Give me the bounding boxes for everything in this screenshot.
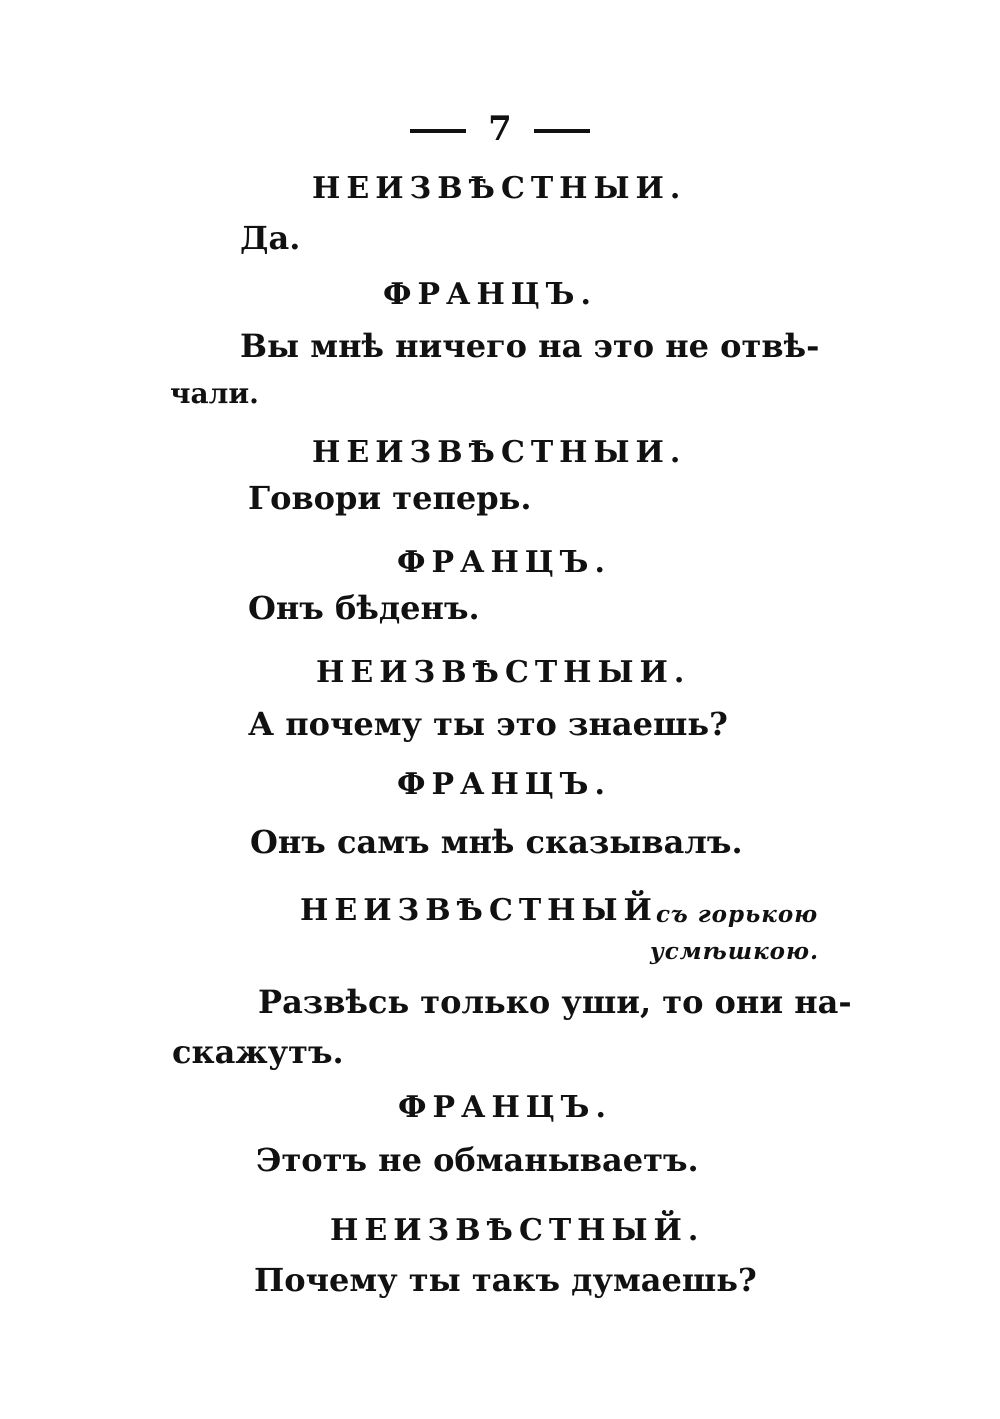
speaker-unknown-3: НЕИЗВѢСТНЫИ. [316,655,691,690]
speech-line-7b: скажутъ. [172,1033,344,1071]
speech-line-2b: чали. [170,377,259,410]
speaker-unknown-5: НЕИЗВѢСТНЫЙ. [330,1213,705,1248]
speech-line-9: Почему ты такъ думаешь? [254,1261,757,1299]
speaker-unknown-1: НЕИЗВѢСТНЫИ. [312,171,687,206]
speech-line-7a: Развѣсь только уши, то они на- [258,983,852,1021]
speech-line-8: Этотъ не обманываетъ. [256,1141,699,1179]
speaker-franz-2: ФРАНЦЪ. [397,545,611,580]
stage-direction-1a: съ горькою [656,901,819,928]
right-dash [534,129,590,133]
left-dash [410,129,466,133]
speaker-unknown-4: НЕИЗВѢСТНЫЙ [300,893,658,928]
speaker-franz-3: ФРАНЦЪ. [397,767,611,802]
page-number-line [0,109,1000,149]
page-number: 7 [488,109,512,149]
speech-line-5: А почему ты это знаешь? [248,705,728,743]
speech-line-1: Да. [240,219,301,257]
speech-line-3: Говори теперь. [248,479,532,517]
stage-direction-1b: усмѣшкою. [650,938,820,965]
speaker-franz-4: ФРАНЦЪ. [398,1090,612,1125]
speaker-franz-1: ФРАНЦЪ. [383,277,597,312]
speaker-unknown-2: НЕИЗВѢСТНЫИ. [312,435,687,470]
speech-line-4: Онъ бѣденъ. [248,589,480,627]
speech-line-6: Онъ самъ мнѣ сказывалъ. [250,823,743,861]
speech-line-2a: Вы мнѣ ничего на это не отвѣ- [240,327,820,365]
